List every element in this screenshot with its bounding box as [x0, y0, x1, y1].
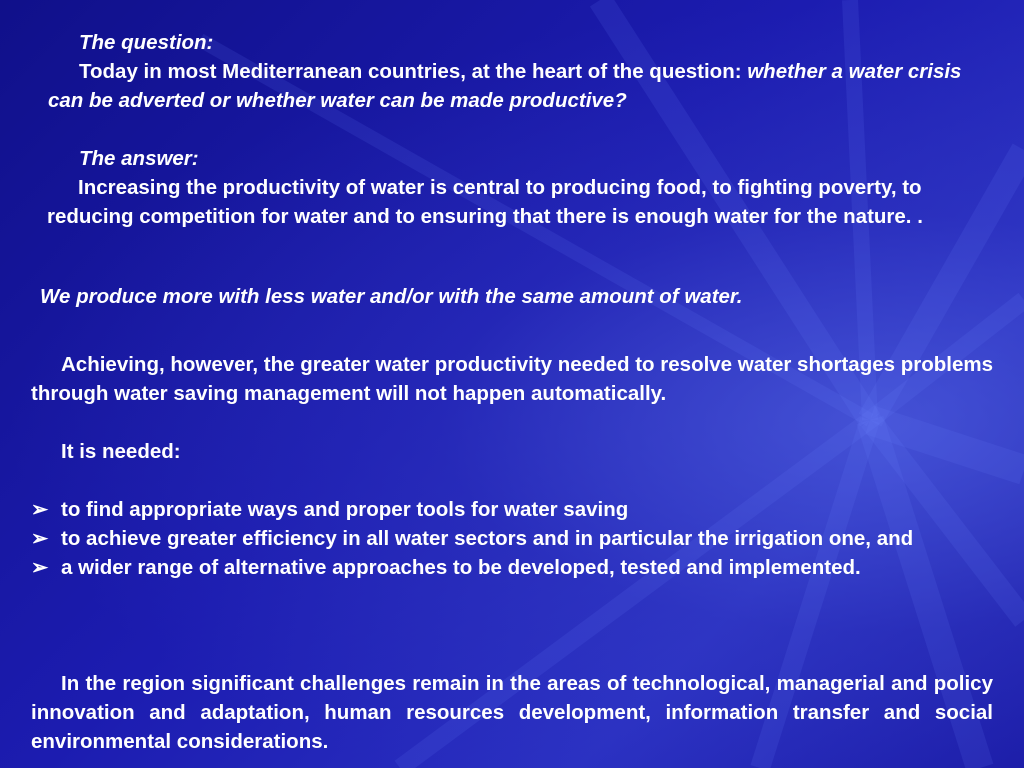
list-item-text: to find appropriate ways and proper tools for water saving — [61, 498, 629, 521]
question-label: The question: — [79, 31, 214, 54]
bullet-list — [31, 495, 993, 582]
list-item-text: to achieve greater efficiency in all water sectors and in particular the irrigation one, and — [61, 527, 914, 550]
achieving-paragraph: Achieving, however, the greater water productivity needed to resolve water shortages problems through water saving management will not happen automatically. — [31, 353, 993, 405]
region-paragraph: In the region significant challenges remain in the areas of technological, managerial and policy innovation and adaptation, human resources development, information transfer and social environmental considerations. — [31, 672, 993, 753]
question-body-plain: Today in most Mediterranean countries, at the heart of the question: — [79, 60, 748, 83]
answer-label: The answer: — [79, 147, 199, 170]
list-item-text: a wider range of alternative approaches to be developed, tested and implemented. — [61, 556, 861, 579]
answer-body-text: Increasing the productivity of water is central to producing food, to fighting poverty, to reducing competition for water and to ensuring that there is enough water for the nature. . — [47, 176, 923, 228]
answer-body — [47, 173, 997, 231]
arrow-bullet-icon: ➢ — [31, 556, 49, 579]
question-body-italic: whether a water crisis can be adverted or whether water can be made productive? — [48, 60, 962, 112]
list-item — [31, 524, 993, 553]
list-item — [31, 495, 993, 524]
arrow-bullet-icon: ➢ — [31, 527, 49, 550]
arrow-bullet-icon: ➢ — [31, 498, 49, 521]
question-body — [48, 57, 998, 115]
motto-line: We produce more with less water and/or with the same amount of water. — [40, 285, 743, 308]
list-item — [31, 553, 993, 582]
needed-label: It is needed: — [61, 440, 181, 463]
